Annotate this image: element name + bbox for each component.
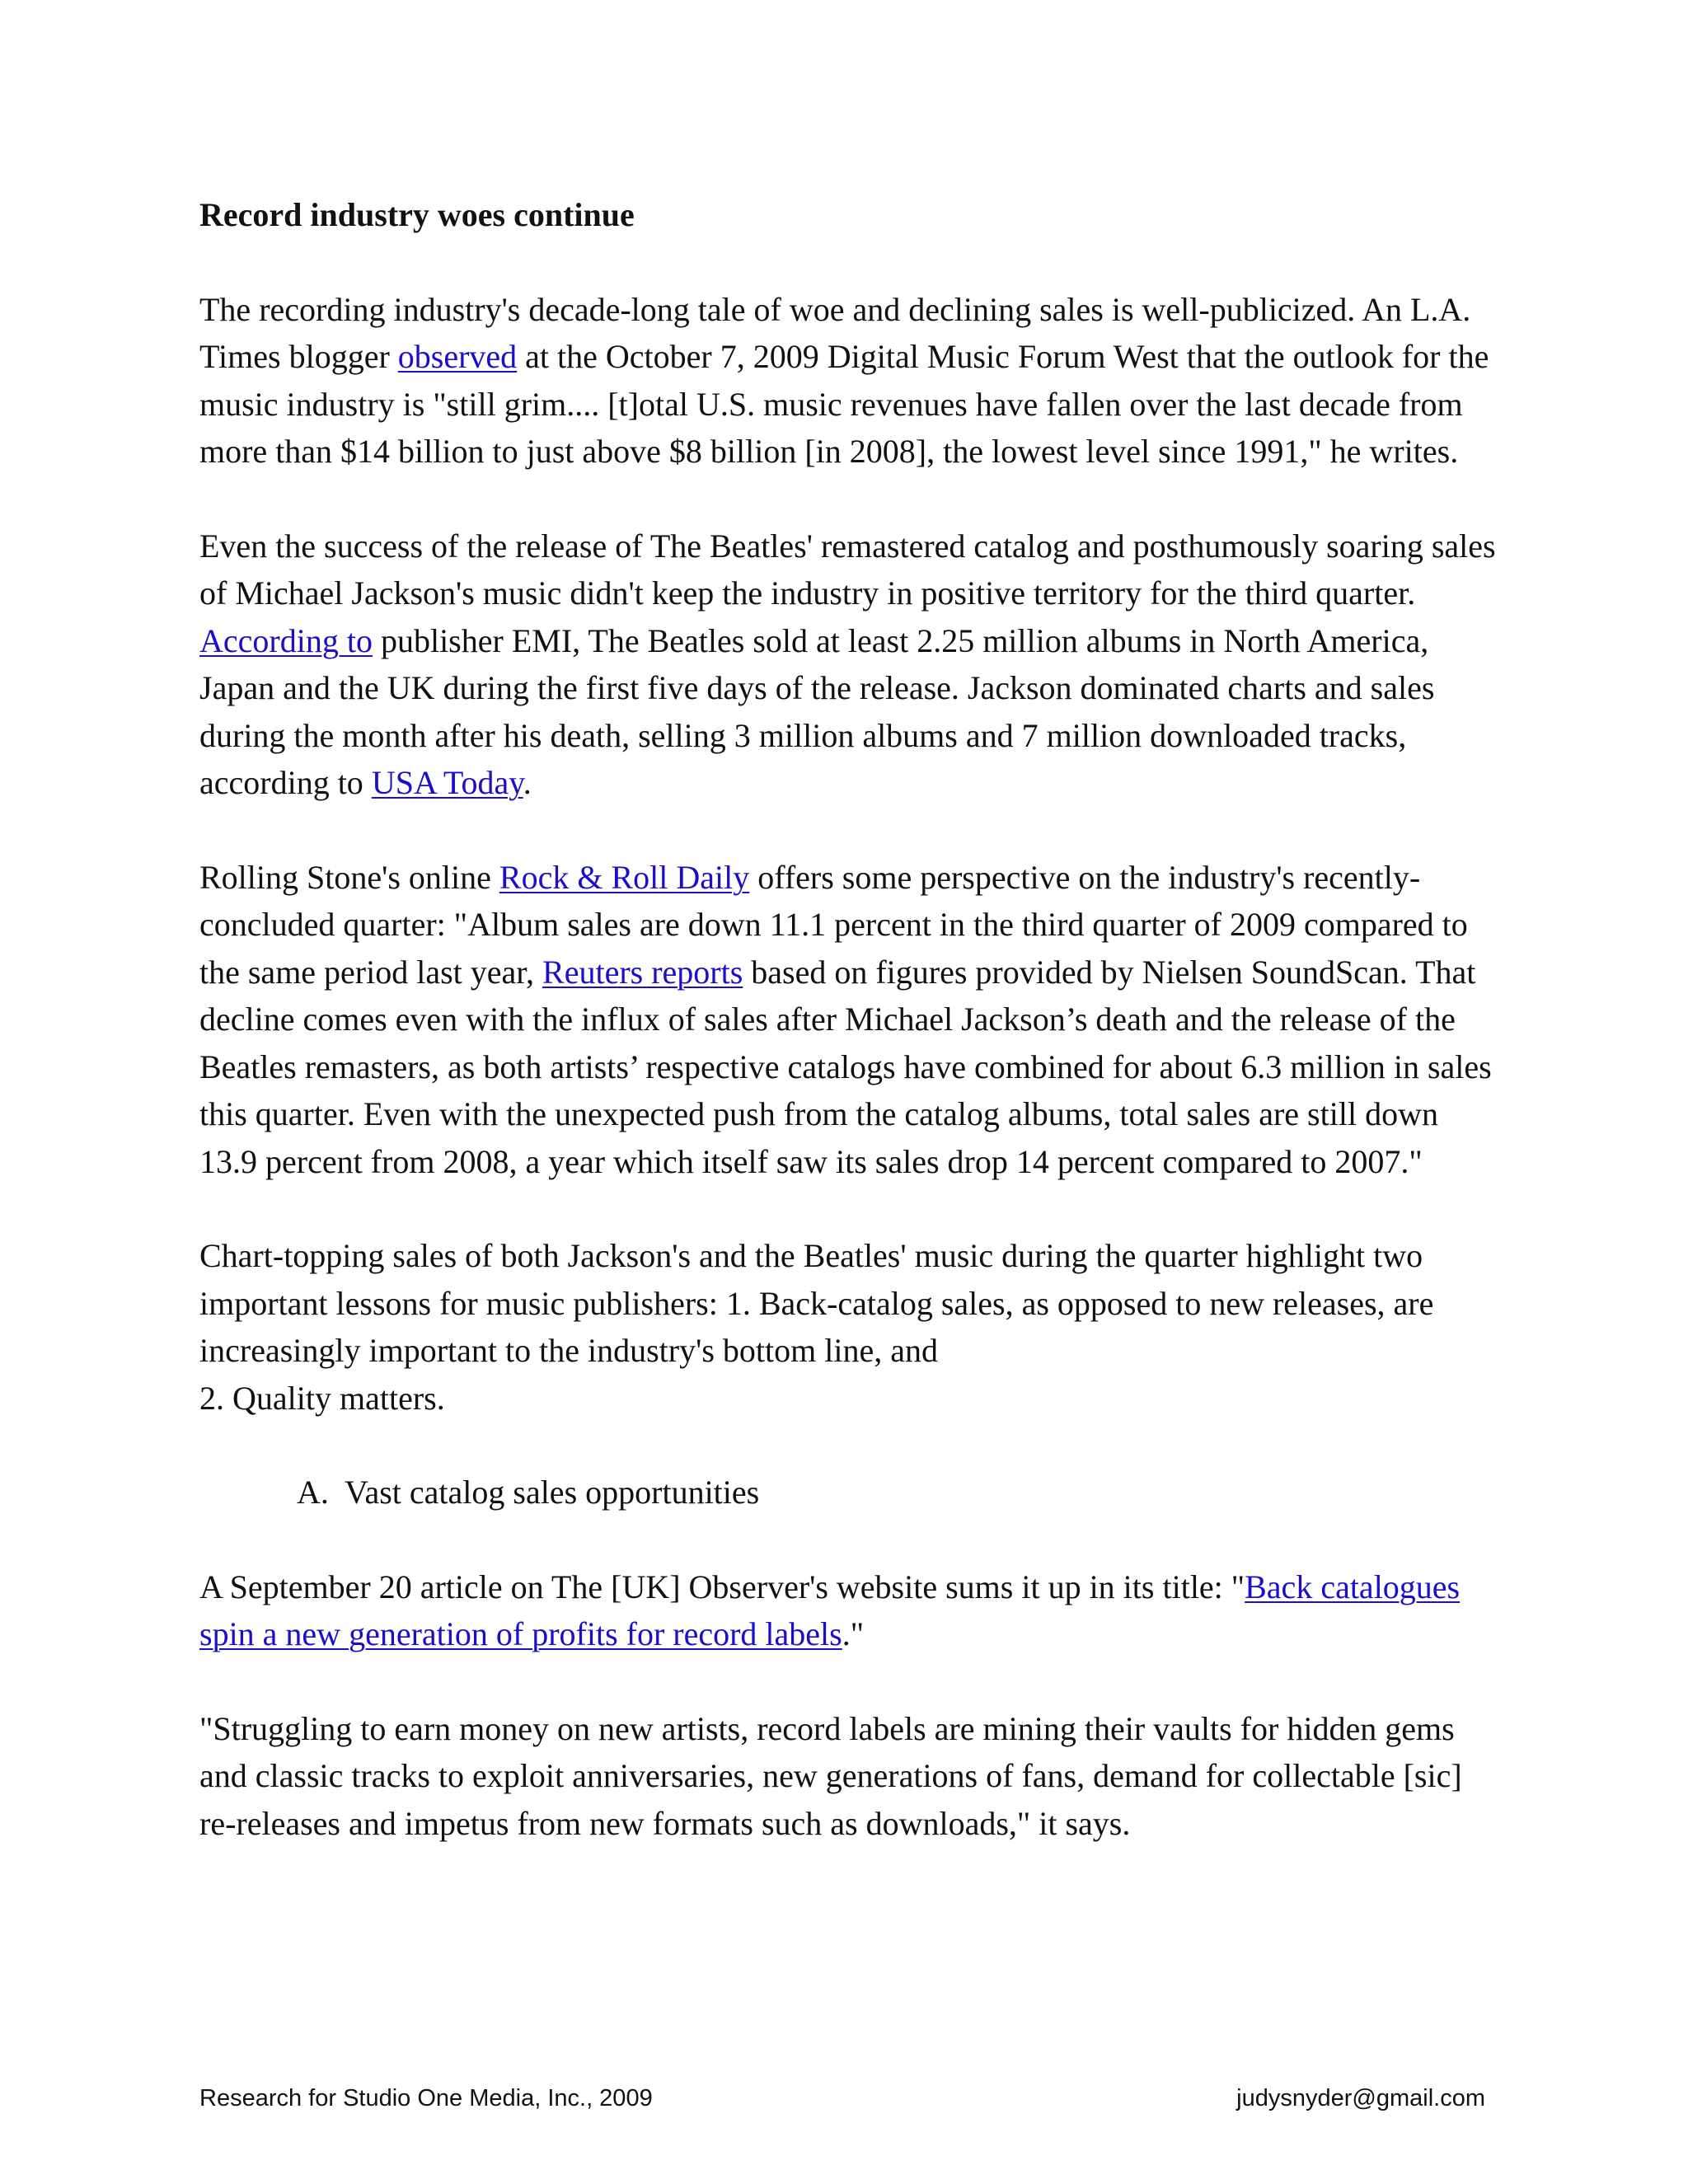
list-marker: A. bbox=[297, 1474, 329, 1511]
list-item-text: Vast catalog sales opportunities bbox=[345, 1474, 760, 1511]
paragraph-1-text-b: at the October 7, 2009 Digital Music Forum West that the outlook for the music industry is "still grim.... [t]otal U.S. music revenues have fallen over the last decade from more than $14 billion to just above $8 billion [in 2008], the lowest level since 1991," he writes. bbox=[199, 338, 1489, 470]
page-title: Record industry woes continue bbox=[199, 196, 635, 233]
paragraph-2-text-a: Even the success of the release of The Beatles' remastered catalog and posthumously soaring sales of Michael Jackson's music didn't keep the industry in positive territory for the third quarter. bbox=[199, 527, 1496, 612]
paragraph-3 bbox=[199, 854, 1502, 1186]
footer-left: Research for Studio One Media, Inc., 2009 bbox=[199, 2085, 653, 2111]
observed-link[interactable]: observed bbox=[397, 338, 518, 375]
paragraph-2 bbox=[199, 523, 1502, 807]
paragraph-4-text-b: 2. Quality matters. bbox=[199, 1379, 445, 1417]
document-body bbox=[199, 191, 1502, 1894]
footer-email: judysnyder@gmail.com bbox=[1236, 2085, 1485, 2111]
paragraph-4 bbox=[199, 1232, 1502, 1422]
paragraph-1 bbox=[199, 286, 1502, 476]
paragraph-3-text-c: based on figures provided by Nielsen SoundScan. That decline comes even with the influx of sales after Michael Jackson’s death and the release of the Beatles remasters, as both artists’ respective catalogs have combined for about 6.3 million in sales this quarter. Even with the unexpected push from the catalog albums, total sales are still down 13.9 percent from 2008, a year which itself saw its sales drop 14 percent compared to 2007." bbox=[199, 953, 1492, 1180]
paragraph-2-text-b: publisher EMI, The Beatles sold at least 2.25 million albums in North America, Japan and the UK during the first five days of the release. Jackson dominated charts and sales during the month after his death, selling 3 million albums and 7 million downloaded tracks, according to bbox=[199, 621, 1435, 801]
usa-today-link[interactable]: USA Today bbox=[371, 764, 523, 801]
paragraph-3-text-b: offers some perspective on the industry's recently-concluded quarter: "Album sales are down 11.1 percent in the third quarter of 2009 compared to the same period last year, bbox=[199, 858, 1468, 991]
page-footer bbox=[199, 2085, 1485, 2112]
paragraph-3-text-a: Rolling Stone's online bbox=[199, 858, 499, 896]
paragraph-4-text-a: Chart-topping sales of both Jackson's and the Beatles' music during the quarter highlight two important lessons for music publishers: 1. Back-catalog sales, as opposed to new releases, are increasingly important to the industry's bottom line, and bbox=[199, 1237, 1434, 1369]
back-catalogues-link[interactable]: Back catalogues spin a new generation of profits for record labels bbox=[199, 1568, 1461, 1652]
paragraph-6-text: "Struggling to earn money on new artists, record labels are mining their vaults for hidden gems and classic tracks to exploit anniversaries, new generations of fans, demand for collectable [sic] re-releases and impetus from new formats such as downloads," it says. bbox=[199, 1709, 1462, 1842]
rock-and-roll-daily-link[interactable]: Rock & Roll Daily bbox=[499, 858, 750, 896]
paragraph-1-text-a: The recording industry's decade-long tale of woe and declining sales is well-publicized. An L.A. Times blogger bbox=[199, 290, 1471, 375]
reuters-reports-link[interactable]: Reuters reports bbox=[542, 953, 743, 991]
paragraph-5 bbox=[199, 1563, 1502, 1658]
paragraph-5-text-a: A September 20 article on The [UK] Observer's website sums it up in its title: " bbox=[199, 1568, 1245, 1605]
list-item-a bbox=[297, 1469, 1502, 1516]
paragraph-2-text-c: . bbox=[523, 764, 532, 801]
paragraph-5-text-b: ." bbox=[842, 1615, 865, 1652]
according-to-link[interactable]: According to bbox=[199, 621, 373, 659]
paragraph-6 bbox=[199, 1705, 1502, 1848]
